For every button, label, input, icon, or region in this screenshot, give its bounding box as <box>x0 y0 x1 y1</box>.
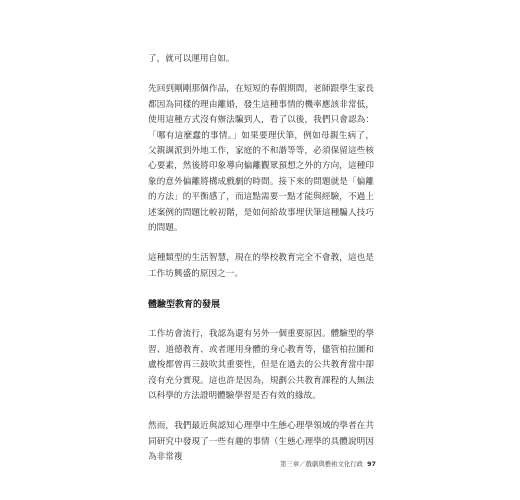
paragraph-continuation: 了，就可以運用自如。 <box>148 54 235 64</box>
paragraph-workshop-trend: 工作坊會流行，我認為還有另外一個重要原因。體驗型的學習、道德教育、或者運用身體的身心教育等，儘管柏拉圖和盧梭都曾再三鼓吹其重要性，但是在過去的公共教育當中卻沒有充分實現。這也許是因為，規劃公共教育課程的人無法以科學的方法證明體驗學習是否有效的緣故。 <box>148 329 374 401</box>
section-heading: 體驗型教育的發展 <box>148 300 221 311</box>
running-footer <box>280 460 374 469</box>
paragraph-ecological-psychology: 然而，我們最近與認知心理學中生態心理學領域的學者在共同研究中發現了一些有趣的事情（生態心理學的具體說明因為非常複 <box>148 421 374 463</box>
text-column <box>148 52 374 466</box>
page-number: 97 <box>367 460 376 468</box>
chapter-title: 第三章／戲劇與藝術文化行政 <box>280 460 364 468</box>
paragraph-life-wisdom: 這種類型的生活智慧，現在的學校教育完全不會教，這也是工作坊興盛的原因之一。 <box>148 253 374 279</box>
paragraph-plot-example: 先回到剛剛那個作品，在短短的春假期間，老師跟學生家長都因為同樣的理由離婚，發生這種事情的機率應該非常低，使用這種方式沒有辦法騙到人，看了以後，我們只會認為：「哪有這麼蠢的事情。」如果要理伏筆，例如母親生病了，父親調派到外地工作，家庭的不和諧等等，必須保留這些核心要素，然後將印象導向偏離觀眾預想之外的方向，這種印象的意外偏離將構成戲劇的時間。接下來的問題就是「偏離的方法」的平衡感了，而這點需要一點才能與經驗，不過上述案例的問題比較初階，是如何給故事埋伏筆這種騙人技巧的問題。 <box>148 84 374 234</box>
